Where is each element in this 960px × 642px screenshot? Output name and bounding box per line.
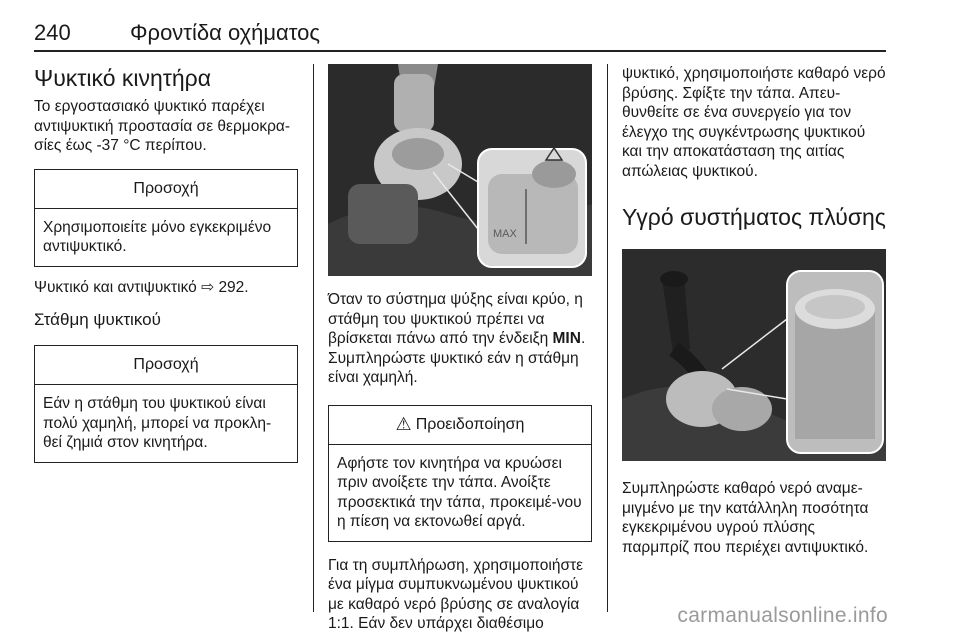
warning-body: Αφήστε τον κινητήρα να κρυώσει πριν ανοίξετε την τάπα. Ανοίξτε προσεκτικά την τάπα, προκειμέ-νου η πίεση να εκτονωθεί αργά. [337,454,582,530]
max-mark-label: MAX [493,228,517,240]
reference-page: 292. [218,278,249,296]
washer-fluid-paragraph: Συμπληρώστε καθαρό νερό αναμε-μιγμένο με την κατάλληλη ποσότητα εγκεκριμένου υγρού πλύσης παρμπρίζ που περιέχει αντιψυκτικό. [622,480,869,556]
column-right [622,64,886,557]
caution-body-1: Χρησιμοποιείτε μόνο εγκεκριμένο αντιψυκτικό. [43,218,272,255]
section-title-washer-fluid: Υγρό συστήματος πλύσης [622,204,886,230]
page-header [34,20,886,52]
warning-triangle-icon: ⚠ [395,414,412,434]
column-left [34,64,298,463]
subsection-title-coolant-level: Στάθμη ψυκτικού [34,310,161,329]
chapter-title: Φροντίδα οχήματος [130,20,320,45]
header-rule [34,50,886,52]
caution-title-2: Προσοχή [35,346,297,385]
coolant-reservoir-image [328,64,592,276]
reference-line [34,278,298,298]
mixing-paragraph: Για τη συμπλήρωση, χρησιμοποιήστε ένα μίγμα συμπυκνωμένου ψυκτικού με καθαρό νερό βρύσης σε αναλογία 1:1. Εάν δεν υπάρχει διαθέσιμο [328,556,584,632]
watermark: carmanualsonline.info [677,604,888,627]
caution-box-1 [34,169,298,267]
warning-header [329,406,591,445]
section-title-engine-coolant: Ψυκτικό κινητήρα [34,65,212,91]
coolant-reservoir-illustration [328,64,592,276]
continued-paragraph: ψυκτικό, χρησιμοποιήστε καθαρό νερό βρύσης. Σφίξτε την τάπα. Απευ-θυνθείτε σε ένα συνεργείο για τον έλεγχο της συγκέντρωσης ψυκτικού και την αποκατάσταση της αιτίας απώλειας ψυκτικού. [622,65,886,180]
warning-box [328,405,592,542]
reference-text: Ψυκτικό και αντιψυκτικό [34,278,197,296]
caution-box-2 [34,345,298,463]
page-number: 240 [34,20,71,45]
coolant-level-paragraph [328,290,592,388]
washer-reservoir-image [622,249,886,461]
column-divider-2 [607,64,608,612]
column-middle [328,64,592,634]
column-divider-1 [313,64,314,612]
coolant-level-text-2: . Συμπληρώστε ψυκτικό εάν η στάθμη είναι χαμηλή. [328,330,586,386]
washer-reservoir-illustration [622,249,886,461]
intro-paragraph: Το εργοστασιακό ψυκτικό παρέχει αντιψυκτική προστασία σε θερμοκρα-σίες έως -37 °C περίπου. [34,98,291,154]
caution-title-1: Προσοχή [35,170,297,209]
coolant-level-text-1: Όταν το σύστημα ψύξης είναι κρύο, η στάθμη του ψυκτικού πρέπει να βρίσκεται πάνω από την ένδειξη [328,291,583,347]
warning-title: Προειδοποίηση [415,415,525,433]
page-ref-arrow-icon: ⇨ [201,278,215,296]
min-mark-label: MIN [552,330,581,347]
caution-body-2: Εάν η στάθμη του ψυκτικού είναι πολύ χαμηλή, μπορεί να προκλη-θεί ζημιά στον κινητήρα. [43,395,272,451]
